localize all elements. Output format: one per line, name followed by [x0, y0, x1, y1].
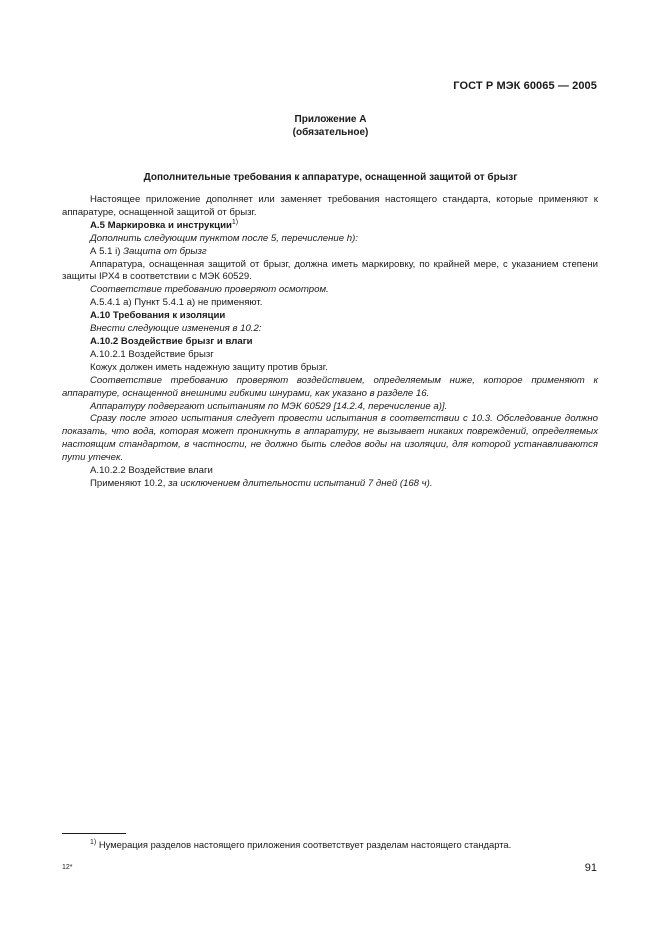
clause-a5-instruction: Дополнить следующим пунктом после 5, перечисление h):: [90, 232, 358, 244]
page-number: 91: [584, 862, 597, 874]
clause-a10-2-1: А.10.2.1 Воздействие брызг: [90, 348, 214, 360]
footnote-mark: 1): [90, 839, 97, 846]
apply-text: Применяют 10.2,: [90, 477, 166, 489]
paragraph-marking: Аппаратура, оснащенная защитой от брызг, должна иметь маркировку, по крайней мере, с указанием степени защиты IPX4 в соответствии с МЭК 60529.: [62, 258, 598, 283]
paragraph-intro: Настоящее приложение дополняет или заменяет требования настоящего стандарта, которые применяют к аппаратуре, оснащенной защитой от брызг.: [62, 194, 598, 218]
paragraph-apply-10-2: [62, 478, 598, 491]
clause-a5-title: А.5 Маркировка и инструкции: [90, 219, 232, 231]
clause-number: А 5.1 i): [90, 245, 121, 257]
clause-a5-heading: [62, 220, 598, 233]
clause-a10-instruction: Внести следующие изменения в 10.2:: [90, 323, 262, 335]
clause-a5-1-i-title: Защита от брызг: [123, 245, 207, 257]
paragraph-enclosure: Кожух должен иметь надежную защиту против брызг.: [90, 361, 328, 373]
document-body: [62, 194, 598, 491]
clause-a5-1-i: [62, 246, 598, 259]
clause-a10-2-heading: А.10.2 Воздействие брызг и влаги: [90, 335, 253, 347]
paragraph-compliance-inspection: Соответствие требованию проверяют осмотром.: [90, 284, 329, 296]
clause-a10-heading: А.10 Требования к изоляции: [90, 310, 226, 322]
paragraph-iec-test: Аппаратуру подвергают испытаниям по МЭК 60529 [14.2.4, перечисление а)].: [90, 400, 448, 412]
footnote: [90, 839, 600, 850]
appendix-heading: [0, 113, 661, 139]
paragraph-inspection: Сразу после этого испытания следует провести испытания в соответствии с 10.3. Обследование должно показать, что вода, которая может проникнуть в аппаратуру, не вызывает никаких повреждений, определяемых настоящим стандартом, в частности, не должно быть следов воды на изоляции, для которой устанавливаются пути утечек.: [62, 413, 598, 464]
footnote-text: Нумерация разделов настоящего приложения соответствует разделам настоящего стандарта.: [98, 839, 512, 850]
sheet-mark: 12*: [62, 864, 73, 871]
section-title: Дополнительные требования к аппаратуре, оснащенной защитой от брызг: [143, 172, 518, 183]
footnote-divider: [62, 833, 126, 834]
appendix-title: Приложение А: [294, 114, 367, 125]
apply-exception: за исключением длительности испытаний 7 дней (168 ч).: [168, 477, 433, 489]
appendix-status: (обязательное): [292, 127, 369, 138]
clause-a5-4-1: А.5.4.1 а) Пункт 5.4.1 а) не применяют.: [90, 297, 263, 309]
standard-header: ГОСТ Р МЭК 60065 — 2005: [453, 80, 597, 92]
footnote-ref: 1): [231, 218, 239, 226]
clause-a10-2-2: А.10.2.2 Воздействие влаги: [90, 465, 213, 477]
paragraph-compliance-test: Соответствие требованию проверяют воздействием, определяемым ниже, которое применяют к аппаратуре, оснащенной внешними гибкими шнурами, как указано в разделе 16.: [62, 374, 598, 399]
